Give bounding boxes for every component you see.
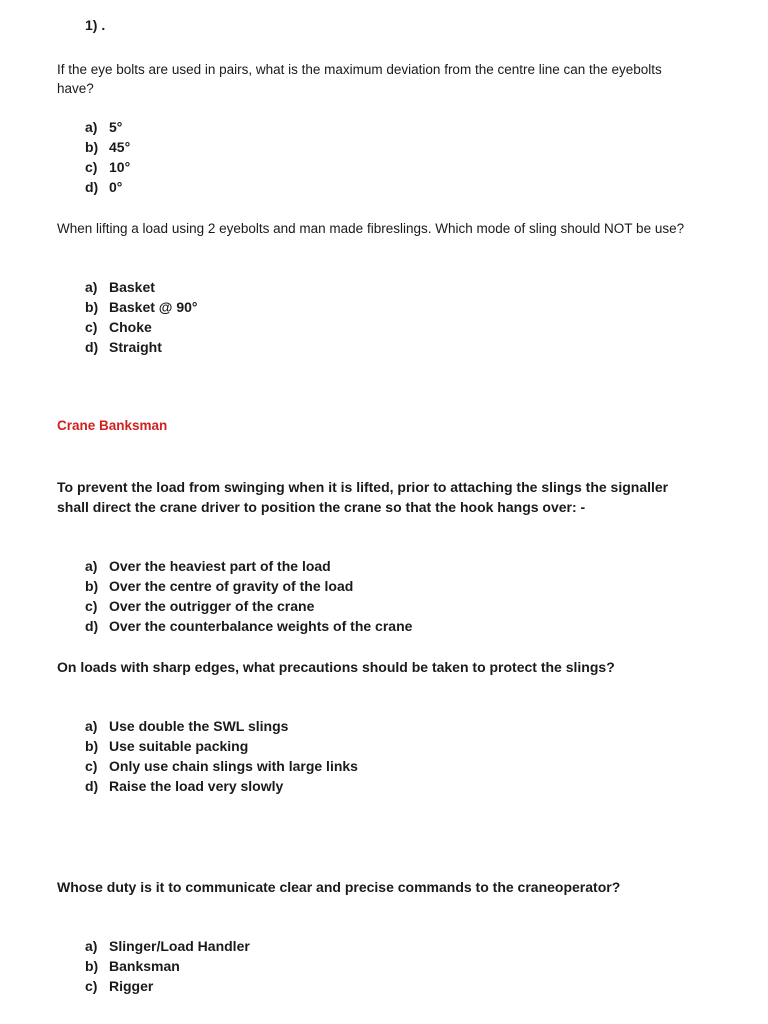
section-title: Crane Banksman bbox=[57, 418, 168, 433]
question-2-text: When lifting a load using 2 eyebolts and man made fibreslings. Which mode of sling should NOT be use? bbox=[57, 221, 685, 236]
question-3-options bbox=[85, 556, 412, 636]
option-letter: b) bbox=[85, 738, 99, 754]
option-letter: c) bbox=[85, 758, 98, 774]
option-item bbox=[85, 117, 130, 137]
option-text: Banksman bbox=[109, 958, 180, 974]
option-item bbox=[85, 596, 412, 616]
option-letter: a) bbox=[85, 279, 98, 295]
option-text: Over the outrigger of the crane bbox=[109, 598, 315, 614]
option-text: 10° bbox=[109, 159, 131, 175]
question-5-text: Whose duty is it to communicate clear and precise commands to the craneoperator? bbox=[57, 879, 621, 895]
option-letter: c) bbox=[85, 319, 98, 335]
option-text: Over the centre of gravity of the load bbox=[109, 578, 354, 594]
question-4-text: On loads with sharp edges, what precautions should be taken to protect the slings? bbox=[57, 659, 615, 675]
option-letter: c) bbox=[85, 159, 98, 175]
option-letter: d) bbox=[85, 778, 99, 794]
option-item bbox=[85, 277, 198, 297]
option-text: Straight bbox=[109, 339, 162, 355]
option-text: Rigger bbox=[109, 978, 154, 994]
option-letter: d) bbox=[85, 618, 99, 634]
option-item bbox=[85, 337, 198, 357]
option-letter: a) bbox=[85, 938, 98, 954]
option-letter: d) bbox=[85, 179, 99, 195]
option-item bbox=[85, 317, 198, 337]
option-item bbox=[85, 556, 412, 576]
option-item bbox=[85, 576, 412, 596]
option-text: Slinger/Load Handler bbox=[109, 938, 250, 954]
option-text: Basket @ 90° bbox=[109, 299, 198, 315]
option-letter: b) bbox=[85, 958, 99, 974]
option-text: Basket bbox=[109, 279, 155, 295]
question-number: 1) . bbox=[85, 17, 106, 33]
option-letter: a) bbox=[85, 119, 98, 135]
option-item bbox=[85, 616, 412, 636]
option-item bbox=[85, 297, 198, 317]
question-1-options bbox=[85, 117, 130, 197]
option-letter: b) bbox=[85, 299, 99, 315]
option-letter: a) bbox=[85, 558, 98, 574]
option-text: Use suitable packing bbox=[109, 738, 249, 754]
option-letter: b) bbox=[85, 139, 99, 155]
option-text: 45° bbox=[109, 139, 131, 155]
question-1-text: If the eye bolts are used in pairs, what is the maximum deviation from the centre line can the eyebolts have? bbox=[57, 62, 662, 96]
option-item bbox=[85, 137, 130, 157]
option-item bbox=[85, 177, 130, 197]
option-letter: c) bbox=[85, 978, 98, 994]
option-letter: d) bbox=[85, 339, 99, 355]
option-text: 0° bbox=[109, 179, 123, 195]
option-text: Raise the load very slowly bbox=[109, 778, 284, 794]
option-letter: b) bbox=[85, 578, 99, 594]
question-2-options bbox=[85, 277, 198, 357]
option-item bbox=[85, 776, 358, 796]
option-text: Use double the SWL slings bbox=[109, 718, 289, 734]
question-3-text: To prevent the load from swinging when it is lifted, prior to attaching the slings the signaller shall direct the crane driver to position the crane so that the hook hangs over: - bbox=[57, 479, 669, 515]
option-letter: c) bbox=[85, 598, 98, 614]
option-item bbox=[85, 756, 358, 776]
question-4-options bbox=[85, 716, 358, 796]
option-text: Over the heaviest part of the load bbox=[109, 558, 331, 574]
option-letter: a) bbox=[85, 718, 98, 734]
option-item bbox=[85, 157, 130, 177]
option-text: Choke bbox=[109, 319, 152, 335]
option-item bbox=[85, 976, 250, 996]
option-item bbox=[85, 956, 250, 976]
option-item bbox=[85, 716, 358, 736]
option-item bbox=[85, 736, 358, 756]
option-text: Only use chain slings with large links bbox=[109, 758, 358, 774]
question-5-options bbox=[85, 936, 250, 996]
option-text: 5° bbox=[109, 119, 123, 135]
option-text: Over the counterbalance weights of the crane bbox=[109, 618, 413, 634]
option-item bbox=[85, 936, 250, 956]
